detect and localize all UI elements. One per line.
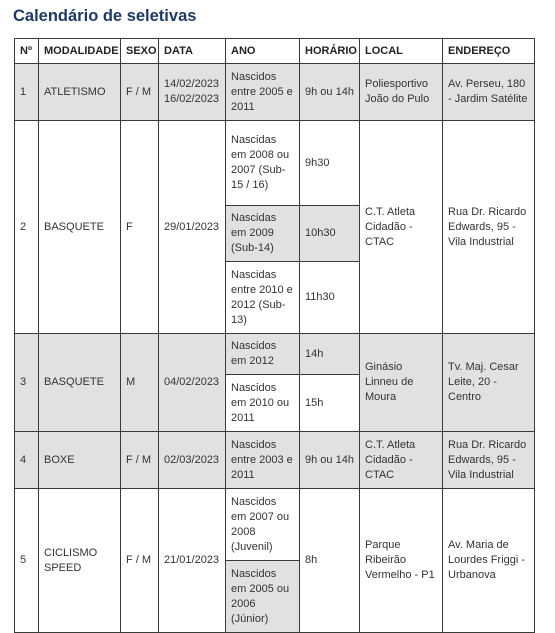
table-header-row [15, 39, 535, 64]
cell-ano: Nascidos entre 2003 e 2011 [226, 432, 300, 489]
cell-sexo: F / M [121, 489, 159, 633]
cell-ano: Nascidas entre 2010 e 2012 (Sub-13) [226, 262, 300, 334]
cell-ano: Nascidos entre 2005 e 2011 [226, 64, 300, 121]
cell-sexo: F / M [121, 64, 159, 121]
cell-horario: 9h ou 14h [300, 432, 360, 489]
table-row [15, 432, 535, 489]
table-row [15, 334, 535, 375]
cell-modalidade: BASQUETE [39, 334, 121, 432]
cell-modalidade: CICLISMO SPEED [39, 489, 121, 633]
cell-data-line: 14/02/2023 16/02/2023 [164, 78, 220, 105]
cell-n: 5 [15, 489, 39, 633]
cell-ano: Nascidos em 2007 ou 2008 (Juvenil) [226, 489, 300, 561]
cell-ano: Nascidos em 2010 ou 2011 [226, 375, 300, 432]
cell-horario: 9h ou 14h [300, 64, 360, 121]
cell-n: 3 [15, 334, 39, 432]
page-title: Calendário de seletivas [13, 7, 197, 25]
header-horario: HORÁRIO [300, 39, 360, 64]
cell-horario: 11h30 [300, 262, 360, 334]
cell-n: 1 [15, 64, 39, 121]
cell-endereco: Av. Maria de Lourdes Friggi - Urbanova [443, 489, 535, 633]
cell-endereco: Rua Dr. Ricardo Edwards, 95 - Vila Industrial [443, 121, 535, 334]
table-row [15, 121, 535, 206]
cell-horario: 15h [300, 375, 360, 432]
selection-schedule-table [14, 38, 535, 633]
cell-local: C.T. Atleta Cidadão - CTAC [360, 432, 443, 489]
cell-local: Parque Ribeirão Vermelho - P1 [360, 489, 443, 633]
cell-local: C.T. Atleta Cidadão - CTAC [360, 121, 443, 334]
cell-sexo: F / M [121, 432, 159, 489]
header-ano: ANO [226, 39, 300, 64]
cell-modalidade: BOXE [39, 432, 121, 489]
header-n: Nº [15, 39, 39, 64]
cell-horario: 8h [300, 489, 360, 633]
header-sexo: SEXO [121, 39, 159, 64]
cell-horario: 10h30 [300, 206, 360, 262]
cell-endereco: Av. Perseu, 180 - Jardim Satélite [443, 64, 535, 121]
cell-endereco: Rua Dr. Ricardo Edwards, 95 - Vila Industrial [443, 432, 535, 489]
cell-n: 2 [15, 121, 39, 334]
header-local: LOCAL [360, 39, 443, 64]
cell-local: Poliesportivo João do Pulo [360, 64, 443, 121]
cell-local: Ginásio Linneu de Moura [360, 334, 443, 432]
cell-endereco: Tv. Maj. Cesar Leite, 20 - Centro [443, 334, 535, 432]
cell-horario: 9h30 [300, 121, 360, 206]
cell-ano: Nascidas em 2009 (Sub-14) [226, 206, 300, 262]
cell-data: 29/01/2023 [159, 121, 226, 334]
table-row [15, 64, 535, 121]
cell-horario: 14h [300, 334, 360, 375]
cell-ano: Nascidos em 2012 [226, 334, 300, 375]
cell-modalidade: ATLETISMO [39, 64, 121, 121]
cell-data: 04/02/2023 [159, 334, 226, 432]
cell-n: 4 [15, 432, 39, 489]
cell-sexo: F [121, 121, 159, 334]
cell-data: 02/03/2023 [159, 432, 226, 489]
table-row [15, 489, 535, 561]
header-data: DATA [159, 39, 226, 64]
cell-modalidade: BASQUETE [39, 121, 121, 334]
cell-ano: Nascidas em 2008 ou 2007 (Sub-15 / 16) [226, 121, 300, 206]
header-endereco: ENDEREÇO [443, 39, 535, 64]
cell-data [159, 64, 226, 121]
cell-ano: Nascidos em 2005 ou 2006 (Júnior) [226, 561, 300, 633]
cell-data: 21/01/2023 [159, 489, 226, 633]
cell-sexo: M [121, 334, 159, 432]
header-modalidade: MODALIDADE [39, 39, 121, 64]
